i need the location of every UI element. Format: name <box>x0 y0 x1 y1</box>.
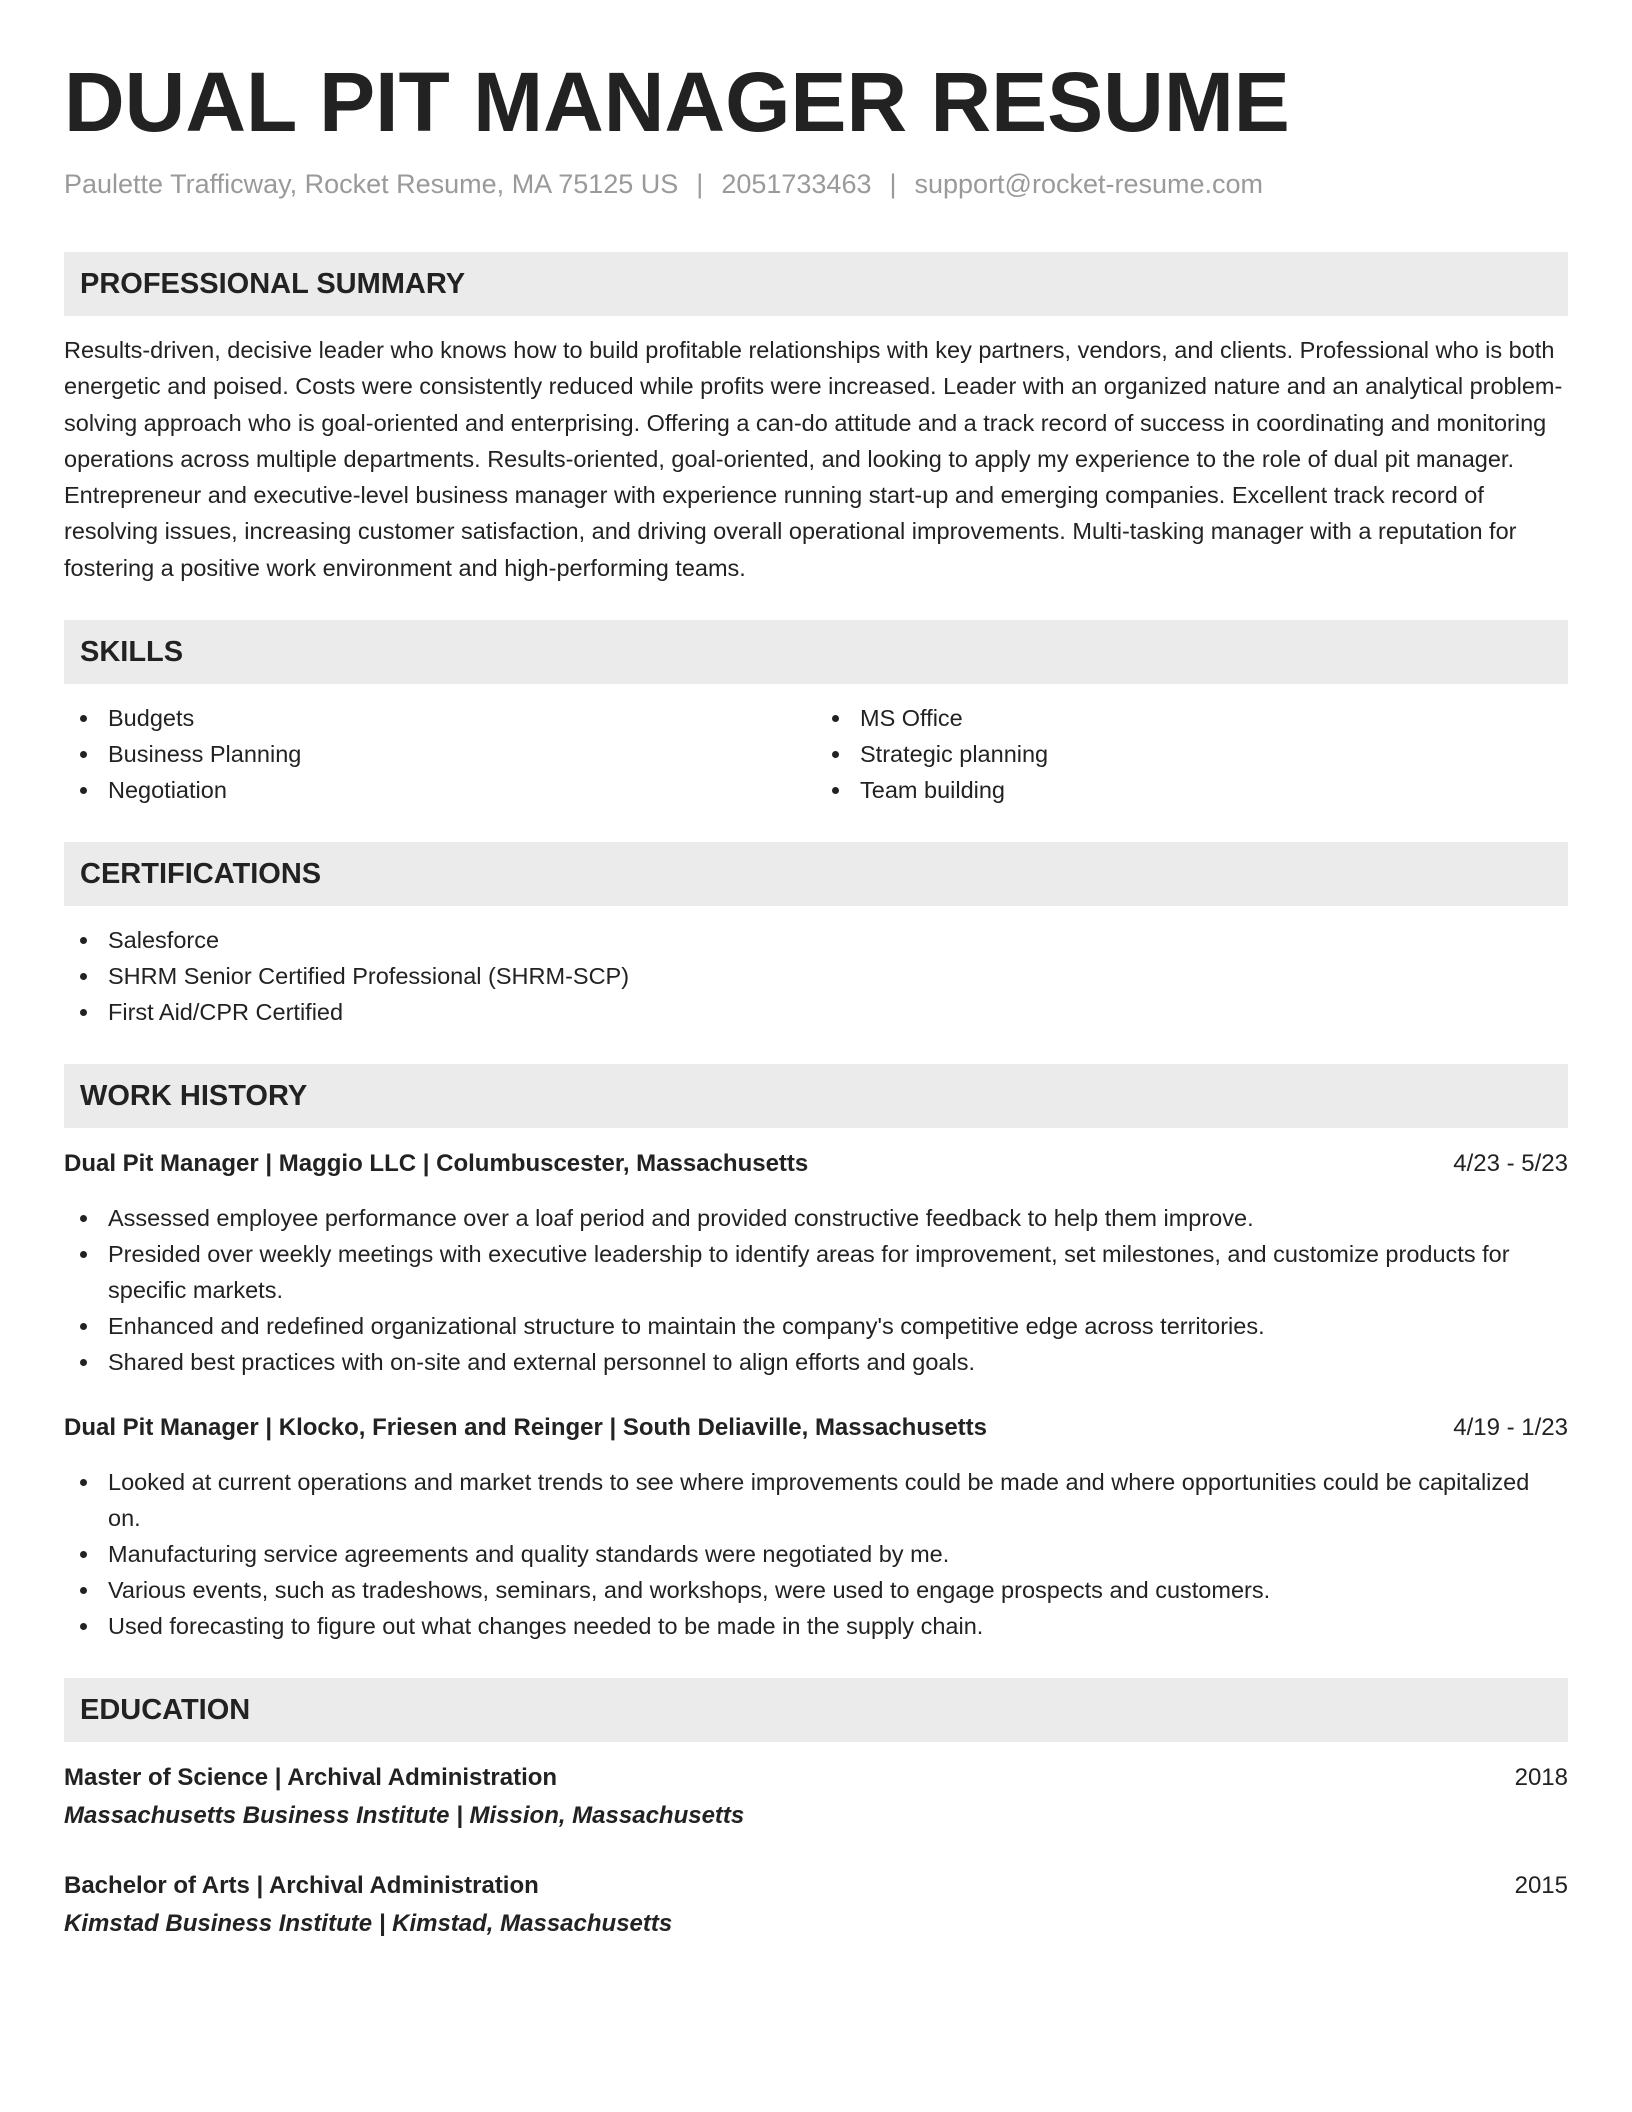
section-header-skills: SKILLS <box>64 620 1568 684</box>
skills-column-right <box>816 700 1568 808</box>
section-header-education: EDUCATION <box>64 1678 1568 1742</box>
job-bullet: Assessed employee performance over a loaf period and provided constructive feedback to help them improve. <box>64 1200 1568 1236</box>
education-degree: Bachelor of Arts | Archival Administration <box>64 1872 539 1900</box>
education-school: Massachusetts Business Institute | Mission, Massachusetts <box>64 1802 745 1830</box>
job-dates: 4/19 - 1/23 <box>1453 1414 1568 1442</box>
contact-email: support@rocket-resume.com <box>914 169 1264 199</box>
skill-item: Strategic planning <box>816 736 1568 772</box>
job-header <box>64 1410 1568 1446</box>
job-bullet: Various events, such as tradeshows, seminars, and workshops, were used to engage prospects and customers. <box>64 1572 1568 1608</box>
job-bullets <box>64 1200 1568 1380</box>
education-degree: Master of Science | Archival Administration <box>64 1764 558 1792</box>
skill-item: Business Planning <box>64 736 816 772</box>
education-year: 2015 <box>1514 1872 1568 1900</box>
education-year: 2018 <box>1514 1764 1568 1792</box>
section-header-work-history: WORK HISTORY <box>64 1064 1568 1128</box>
job-bullet: Presided over weekly meetings with executive leadership to identify areas for improvement, set milestones, and customize products for specific markets. <box>64 1236 1568 1308</box>
skill-item: Budgets <box>64 700 816 736</box>
contact-address: Paulette Trafficway, Rocket Resume, MA 75125 US <box>64 169 679 199</box>
resume-title: DUAL PIT MANAGER RESUME <box>64 55 1290 149</box>
job-bullets <box>64 1464 1568 1644</box>
job-title: Dual Pit Manager | Klocko, Friesen and Reinger | South Deliaville, Massachusetts <box>64 1414 988 1442</box>
skills-column-left <box>64 700 816 808</box>
skills-list <box>64 700 1568 808</box>
job-dates: 4/23 - 5/23 <box>1453 1150 1568 1178</box>
job-bullet: Used forecasting to figure out what changes needed to be made in the supply chain. <box>64 1608 1568 1644</box>
education-school: Kimstad Business Institute | Kimstad, Massachusetts <box>64 1910 673 1938</box>
summary-text: Results-driven, decisive leader who knows how to build profitable relationships with key partners, vendors, and clients. Professional who is both energetic and poised. Costs were consistently reduced while profits were increased. Leader with an organized nature and an analytical problem-solving approach who is goal-oriented and enterprising. Offering a can-do attitude and a track record of success in coordinating and monitoring operations across multiple departments. Results-oriented, goal-oriented, and looking to apply my experience to the role of dual pit manager. Entrepreneur and executive-level business manager with experience running start-up and emerging companies. Excellent track record of resolving issues, increasing customer satisfaction, and driving overall operational improvements. Multi-tasking manager with a reputation for fostering a positive work environment and high-performing teams. <box>64 337 1563 581</box>
skill-item: MS Office <box>816 700 1568 736</box>
job-bullet: Manufacturing service agreements and quality standards were negotiated by me. <box>64 1536 1568 1572</box>
skill-item: Team building <box>816 772 1568 808</box>
education-header <box>64 1760 1568 1796</box>
skill-item: Negotiation <box>64 772 816 808</box>
education-header <box>64 1868 1568 1904</box>
job-header <box>64 1146 1568 1182</box>
contact-separator: | <box>696 169 704 199</box>
contact-phone: 2051733463 <box>721 169 872 199</box>
job-bullet: Shared best practices with on-site and external personnel to align efforts and goals. <box>64 1344 1568 1380</box>
certification-item: Salesforce <box>64 922 1568 958</box>
certification-item: First Aid/CPR Certified <box>64 994 1568 1030</box>
section-header-summary: PROFESSIONAL SUMMARY <box>64 252 1568 316</box>
job-bullet: Looked at current operations and market trends to see where improvements could be made and where opportunities could be capitalized on. <box>64 1464 1568 1536</box>
contact-separator: | <box>889 169 897 199</box>
section-header-certifications: CERTIFICATIONS <box>64 842 1568 906</box>
certification-item: SHRM Senior Certified Professional (SHRM-SCP) <box>64 958 1568 994</box>
job-title: Dual Pit Manager | Maggio LLC | Columbuscester, Massachusetts <box>64 1150 809 1178</box>
contact-line <box>64 166 1568 202</box>
certifications-list <box>64 922 1568 1030</box>
job-bullet: Enhanced and redefined organizational structure to maintain the company's competitive edge across territories. <box>64 1308 1568 1344</box>
